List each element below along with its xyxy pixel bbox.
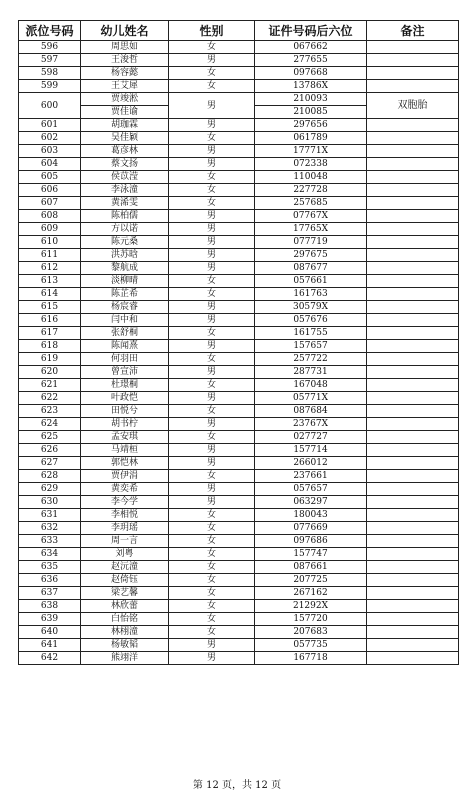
cell-id-last-six: 21292X [255,600,367,613]
cell-remarks [367,509,459,522]
cell-child-name: 杨容懿 [81,67,169,80]
cell-gender: 女 [169,288,255,301]
cell-remarks [367,639,459,652]
cell-id-last-six: 210093 [255,93,367,106]
roster-table [18,20,459,665]
cell-child-name: 周思如 [81,41,169,54]
cell-gender: 女 [169,600,255,613]
table-row [19,262,459,275]
table-row [19,158,459,171]
cell-remarks [367,249,459,262]
cell-child-name: 马靖桓 [81,444,169,457]
cell-gender: 女 [169,80,255,93]
cell-gender: 男 [169,236,255,249]
table-row [19,483,459,496]
cell-id-last-six: 23767X [255,418,367,431]
cell-id-last-six: 063297 [255,496,367,509]
cell-lottery-number: 609 [19,223,81,236]
cell-remarks [367,314,459,327]
cell-remarks [367,405,459,418]
cell-lottery-number: 637 [19,587,81,600]
cell-remarks [367,275,459,288]
table-row [19,236,459,249]
cell-gender: 男 [169,93,255,119]
cell-remarks [367,548,459,561]
cell-id-last-six: 30579X [255,301,367,314]
header-child-name: 幼儿姓名 [81,21,169,41]
cell-child-name: 吴佳颖 [81,132,169,145]
table-row [19,379,459,392]
cell-lottery-number: 622 [19,392,81,405]
cell-id-last-six: 13786X [255,80,367,93]
cell-gender: 男 [169,249,255,262]
table-row [19,496,459,509]
cell-id-last-six: 157747 [255,548,367,561]
cell-child-name: 白怡铭 [81,613,169,626]
cell-lottery-number: 641 [19,639,81,652]
cell-remarks [367,262,459,275]
cell-remarks [367,236,459,249]
cell-child-name: 贾伊涓 [81,470,169,483]
cell-gender: 女 [169,431,255,444]
table-row [19,587,459,600]
cell-id-last-six: 077719 [255,236,367,249]
cell-remarks: 双胞胎 [367,93,459,119]
cell-id-last-six: 161763 [255,288,367,301]
table-row [19,548,459,561]
table-row [19,288,459,301]
cell-child-name: 王浚哲 [81,54,169,67]
cell-remarks [367,119,459,132]
cell-id-last-six: 157720 [255,613,367,626]
cell-remarks [367,288,459,301]
cell-child-name: 郭恺林 [81,457,169,470]
header-id-last-six: 证件号码后六位 [255,21,367,41]
cell-id-last-six: 087684 [255,405,367,418]
cell-lottery-number: 631 [19,509,81,522]
cell-gender: 女 [169,574,255,587]
cell-child-name: 张舒桐 [81,327,169,340]
cell-lottery-number: 611 [19,249,81,262]
table-row [19,405,459,418]
cell-lottery-number: 600 [19,93,81,119]
table-row [19,197,459,210]
cell-gender: 女 [169,522,255,535]
cell-lottery-number: 616 [19,314,81,327]
table-row [19,600,459,613]
cell-id-last-six: 17765X [255,223,367,236]
cell-lottery-number: 601 [19,119,81,132]
cell-child-name: 杨敏韬 [81,639,169,652]
cell-lottery-number: 615 [19,301,81,314]
cell-child-name: 陈元桑 [81,236,169,249]
cell-child-name: 葛彦林 [81,145,169,158]
cell-remarks [367,392,459,405]
cell-gender: 女 [169,587,255,600]
table-row [19,249,459,262]
cell-lottery-number: 640 [19,626,81,639]
cell-lottery-number: 606 [19,184,81,197]
cell-gender: 男 [169,392,255,405]
cell-child-name: 林栩潼 [81,626,169,639]
cell-id-last-six: 05771X [255,392,367,405]
table-row [19,613,459,626]
cell-remarks [367,600,459,613]
cell-gender: 女 [169,535,255,548]
cell-remarks [367,184,459,197]
cell-id-last-six: 067662 [255,41,367,54]
cell-gender: 男 [169,301,255,314]
cell-lottery-number: 639 [19,613,81,626]
cell-child-name: 胡书柠 [81,418,169,431]
cell-remarks [367,41,459,54]
cell-child-name: 田悦兮 [81,405,169,418]
cell-id-last-six: 057657 [255,483,367,496]
cell-gender: 女 [169,561,255,574]
cell-gender: 男 [169,444,255,457]
cell-child-name: 梁艺馨 [81,587,169,600]
table-row [19,54,459,67]
cell-child-name: 陈芷希 [81,288,169,301]
cell-gender: 男 [169,340,255,353]
cell-lottery-number: 599 [19,80,81,93]
cell-id-last-six: 267162 [255,587,367,600]
cell-gender: 女 [169,132,255,145]
cell-gender: 男 [169,262,255,275]
cell-id-last-six: 087661 [255,561,367,574]
cell-child-name: 孟安琪 [81,431,169,444]
cell-gender: 男 [169,366,255,379]
roster-sheet [18,20,458,665]
cell-remarks [367,574,459,587]
cell-remarks [367,613,459,626]
cell-remarks [367,366,459,379]
table-row [19,132,459,145]
cell-lottery-number: 642 [19,652,81,665]
cell-remarks [367,54,459,67]
cell-lottery-number: 626 [19,444,81,457]
table-row [19,457,459,470]
header-remarks: 备注 [367,21,459,41]
cell-gender: 女 [169,470,255,483]
table-row [19,223,459,236]
cell-lottery-number: 632 [19,522,81,535]
cell-id-last-six: 297656 [255,119,367,132]
table-row [19,67,459,80]
table-row [19,93,459,106]
cell-lottery-number: 636 [19,574,81,587]
table-row [19,119,459,132]
table-row [19,431,459,444]
cell-lottery-number: 623 [19,405,81,418]
cell-gender: 女 [169,275,255,288]
cell-child-name: 熊翊洋 [81,652,169,665]
cell-child-name: 陈柏儒 [81,210,169,223]
cell-id-last-six: 207725 [255,574,367,587]
cell-child-name: 杜璟桐 [81,379,169,392]
cell-lottery-number: 605 [19,171,81,184]
cell-remarks [367,210,459,223]
cell-gender: 女 [169,197,255,210]
cell-child-name: 淡柳晴 [81,275,169,288]
cell-child-name: 李玥瑶 [81,522,169,535]
cell-lottery-number: 617 [19,327,81,340]
cell-id-last-six: 207683 [255,626,367,639]
cell-remarks [367,535,459,548]
cell-id-last-six: 277655 [255,54,367,67]
cell-id-last-six: 297675 [255,249,367,262]
cell-remarks [367,80,459,93]
cell-id-last-six: 077669 [255,522,367,535]
cell-lottery-number: 634 [19,548,81,561]
cell-id-last-six: 097686 [255,535,367,548]
cell-gender: 男 [169,145,255,158]
table-row [19,171,459,184]
cell-child-name: 贾竣淞 [81,93,169,106]
cell-id-last-six: 167718 [255,652,367,665]
cell-id-last-six: 257685 [255,197,367,210]
cell-remarks [367,132,459,145]
cell-child-name: 洪苏晗 [81,249,169,262]
cell-gender: 女 [169,509,255,522]
cell-id-last-six: 087677 [255,262,367,275]
cell-remarks [367,301,459,314]
table-row [19,210,459,223]
table-row [19,392,459,405]
cell-child-name: 刘粤 [81,548,169,561]
cell-lottery-number: 624 [19,418,81,431]
cell-gender: 男 [169,483,255,496]
cell-lottery-number: 635 [19,561,81,574]
cell-child-name: 曾宣沛 [81,366,169,379]
cell-lottery-number: 608 [19,210,81,223]
cell-child-name: 闫中和 [81,314,169,327]
cell-child-name: 赵倚钰 [81,574,169,587]
cell-gender: 女 [169,353,255,366]
header-gender: 性别 [169,21,255,41]
cell-id-last-six: 07767X [255,210,367,223]
cell-lottery-number: 620 [19,366,81,379]
table-row [19,41,459,54]
cell-gender: 女 [169,379,255,392]
cell-remarks [367,496,459,509]
table-row [19,626,459,639]
cell-remarks [367,444,459,457]
cell-remarks [367,223,459,236]
cell-child-name: 叶政恺 [81,392,169,405]
cell-child-name: 何羽田 [81,353,169,366]
cell-lottery-number: 597 [19,54,81,67]
cell-remarks [367,587,459,600]
cell-lottery-number: 621 [19,379,81,392]
table-row [19,80,459,93]
cell-remarks [367,431,459,444]
cell-child-name: 黄奕希 [81,483,169,496]
cell-gender: 女 [169,67,255,80]
cell-gender: 男 [169,652,255,665]
cell-lottery-number: 614 [19,288,81,301]
cell-lottery-number: 603 [19,145,81,158]
cell-lottery-number: 627 [19,457,81,470]
cell-remarks [367,561,459,574]
cell-lottery-number: 633 [19,535,81,548]
cell-lottery-number: 596 [19,41,81,54]
cell-remarks [367,327,459,340]
cell-gender: 女 [169,184,255,197]
cell-child-name: 周一言 [81,535,169,548]
table-row [19,574,459,587]
cell-gender: 女 [169,626,255,639]
cell-child-name: 李相悦 [81,509,169,522]
table-row [19,327,459,340]
cell-child-name: 杨宸睿 [81,301,169,314]
table-row [19,444,459,457]
cell-gender: 女 [169,171,255,184]
cell-id-last-six: 027727 [255,431,367,444]
table-row [19,366,459,379]
cell-gender: 女 [169,548,255,561]
table-row [19,535,459,548]
cell-gender: 男 [169,496,255,509]
table-row [19,340,459,353]
table-row [19,353,459,366]
cell-remarks [367,353,459,366]
cell-child-name: 黄浠雯 [81,197,169,210]
cell-id-last-six: 257722 [255,353,367,366]
cell-gender: 女 [169,327,255,340]
cell-lottery-number: 607 [19,197,81,210]
table-row [19,561,459,574]
cell-remarks [367,652,459,665]
cell-child-name: 胡珈霖 [81,119,169,132]
cell-id-last-six: 157714 [255,444,367,457]
cell-gender: 女 [169,405,255,418]
cell-gender: 男 [169,54,255,67]
cell-child-name: 李泳潼 [81,184,169,197]
cell-child-name: 侯苡滢 [81,171,169,184]
table-row [19,652,459,665]
cell-remarks [367,626,459,639]
cell-lottery-number: 619 [19,353,81,366]
cell-lottery-number: 625 [19,431,81,444]
cell-remarks [367,379,459,392]
cell-lottery-number: 610 [19,236,81,249]
cell-id-last-six: 237661 [255,470,367,483]
header-lottery-number: 派位号码 [19,21,81,41]
cell-lottery-number: 613 [19,275,81,288]
cell-id-last-six: 110048 [255,171,367,184]
cell-gender: 男 [169,210,255,223]
cell-id-last-six: 057676 [255,314,367,327]
table-row [19,470,459,483]
cell-lottery-number: 628 [19,470,81,483]
cell-id-last-six: 057735 [255,639,367,652]
cell-child-name: 方以诺 [81,223,169,236]
cell-lottery-number: 598 [19,67,81,80]
cell-lottery-number: 618 [19,340,81,353]
cell-remarks [367,418,459,431]
cell-child-name: 陈闻熹 [81,340,169,353]
cell-id-last-six: 287731 [255,366,367,379]
cell-remarks [367,171,459,184]
cell-id-last-six: 061789 [255,132,367,145]
table-row [19,639,459,652]
cell-lottery-number: 604 [19,158,81,171]
cell-lottery-number: 630 [19,496,81,509]
cell-gender: 男 [169,119,255,132]
cell-gender: 男 [169,223,255,236]
cell-remarks [367,158,459,171]
cell-child-name: 黎航成 [81,262,169,275]
page-footer: 第 12 页，共 12 页 [192,780,282,791]
cell-child-name: 李今学 [81,496,169,509]
table-row [19,314,459,327]
cell-remarks [367,145,459,158]
cell-child-name: 蔡文扬 [81,158,169,171]
cell-lottery-number: 602 [19,132,81,145]
cell-remarks [367,483,459,496]
cell-id-last-six: 097668 [255,67,367,80]
cell-lottery-number: 638 [19,600,81,613]
cell-id-last-six: 227728 [255,184,367,197]
cell-id-last-six: 057661 [255,275,367,288]
table-row [19,522,459,535]
cell-child-name: 王艾犀 [81,80,169,93]
cell-remarks [367,522,459,535]
cell-gender: 女 [169,613,255,626]
cell-remarks [367,340,459,353]
cell-remarks [367,457,459,470]
cell-lottery-number: 629 [19,483,81,496]
cell-id-last-six: 266012 [255,457,367,470]
cell-id-last-six: 157657 [255,340,367,353]
table-row [19,184,459,197]
table-row [19,418,459,431]
cell-gender: 男 [169,314,255,327]
table-row [19,509,459,522]
cell-remarks [367,197,459,210]
cell-child-name: 贾佳谕 [81,106,169,119]
cell-id-last-six: 180043 [255,509,367,522]
cell-gender: 男 [169,418,255,431]
table-row [19,275,459,288]
cell-id-last-six: 210085 [255,106,367,119]
cell-remarks [367,67,459,80]
cell-gender: 男 [169,158,255,171]
cell-gender: 男 [169,639,255,652]
cell-id-last-six: 167048 [255,379,367,392]
table-row [19,301,459,314]
cell-child-name: 赵沅潼 [81,561,169,574]
table-header-row [19,21,459,41]
table-body [19,41,459,665]
cell-child-name: 林欣蕾 [81,600,169,613]
cell-lottery-number: 612 [19,262,81,275]
cell-remarks [367,470,459,483]
cell-id-last-six: 17771X [255,145,367,158]
cell-id-last-six: 161755 [255,327,367,340]
table-row [19,145,459,158]
cell-gender: 男 [169,457,255,470]
cell-gender: 女 [169,41,255,54]
cell-id-last-six: 072338 [255,158,367,171]
